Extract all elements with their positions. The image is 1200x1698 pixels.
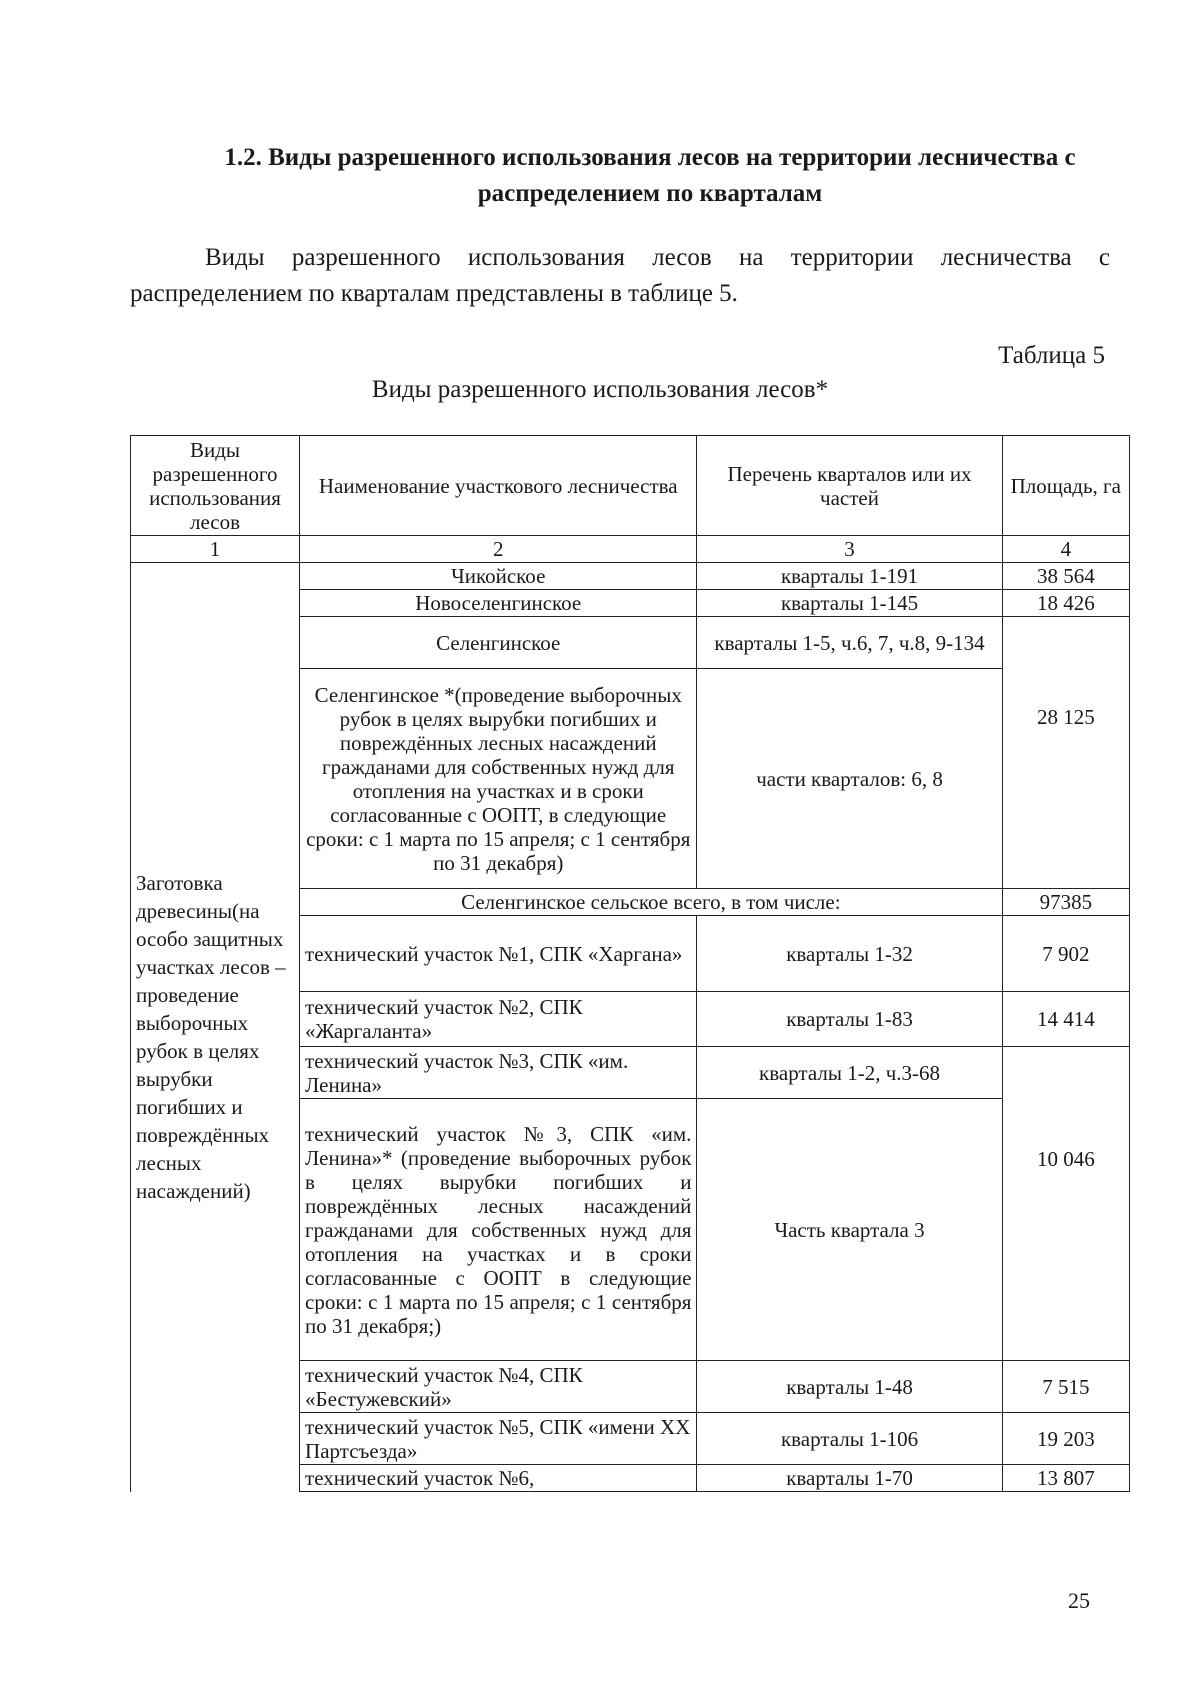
area-value: 28 125 — [1002, 617, 1129, 889]
quarters-list: кварталы 1-191 — [697, 563, 1002, 590]
quarters-list: Часть квартала 3 — [697, 1099, 1002, 1361]
column-number: 2 — [300, 536, 697, 563]
forest-use-table — [130, 435, 1130, 1492]
table-row — [131, 563, 1130, 590]
section-heading: 1.2. Виды разрешенного использования лесов на территории лесничества с распределением по кварталам — [224, 144, 1076, 207]
use-type-cell: Заготовка древесины(на особо защитных участках лесов – проведение выборочных рубок в целях вырубки погибших и повреждённых лесных насаждений) — [131, 563, 300, 1492]
forestry-name: технический участок №3, СПК «им. Ленина»* (проведение выборочных рубок в целях вырубки погибших и повреждённых лесных насаждений гражданами для собственных нужд для отопления на участках и в сроки согласованные с ООПТ в следующие сроки: с 1 марта по 15 апреля; с 1 сентября по 31 декабря;) — [300, 1099, 697, 1361]
column-number-row — [131, 536, 1130, 563]
area-value: 10 046 — [1002, 1047, 1129, 1361]
header-cell: Наименование участкового лесничества — [300, 436, 697, 536]
forestry-name: технический участок №6, — [300, 1465, 697, 1492]
quarters-list: кварталы 1-48 — [697, 1361, 1002, 1413]
column-number: 4 — [1002, 536, 1129, 563]
quarters-list: кварталы 1-2, ч.3-68 — [697, 1047, 1002, 1099]
quarters-list: кварталы 1-83 — [697, 992, 1002, 1047]
forestry-name: технический участок №2, СПК «Жаргаланта» — [300, 992, 697, 1047]
table-number: Таблица 5 — [998, 342, 1105, 369]
quarters-list: кварталы 1-70 — [697, 1465, 1002, 1492]
forestry-name: Селенгинское *(проведение выборочных рубок в целях вырубки погибших и повреждённых лесных насаждений гражданами для собственных нужд для отопления на участках и в сроки согласованные с ООПТ, в следующие сроки: с 1 марта по 15 апреля; с 1 сентября по 31 декабря) — [300, 669, 697, 889]
table-header-row — [131, 436, 1130, 536]
column-number: 3 — [697, 536, 1002, 563]
header-cell: Перечень кварталов или их частей — [697, 436, 1002, 536]
forestry-name: Чикойское — [300, 563, 697, 590]
page-number: 25 — [1068, 1588, 1090, 1613]
forestry-name: технический участок №1, СПК «Харгана» — [300, 916, 697, 992]
quarters-list: части кварталов: 6, 8 — [697, 669, 1002, 889]
header-cell: Виды разрешенного использования лесов — [131, 436, 300, 536]
area-value: 19 203 — [1002, 1413, 1129, 1465]
quarters-list: кварталы 1-5, ч.6, 7, ч.8, 9-134 — [697, 617, 1002, 669]
area-value: 38 564 — [1002, 563, 1129, 590]
intro-paragraph: Виды разрешенного использования лесов на территории лесничества с распределением по кварталам представлены в таблице 5. — [130, 244, 1110, 307]
area-value: 97385 — [1002, 889, 1129, 916]
forestry-name: технический участок №5, СПК «имени XX Партсъезда» — [300, 1413, 697, 1465]
forestry-name: Новоселенгинское — [300, 590, 697, 617]
area-value: 7 515 — [1002, 1361, 1129, 1413]
forestry-name: технический участок №3, СПК «им. Ленина» — [300, 1047, 697, 1099]
header-cell: Площадь, га — [1002, 436, 1129, 536]
forestry-subtotal-label: Селенгинское сельское всего, в том числе: — [300, 889, 1003, 916]
area-value: 14 414 — [1002, 992, 1129, 1047]
table-caption: Виды разрешенного использования лесов* — [371, 376, 829, 403]
quarters-list: кварталы 1-145 — [697, 590, 1002, 617]
forestry-name: Селенгинское — [300, 617, 697, 669]
quarters-list: кварталы 1-106 — [697, 1413, 1002, 1465]
area-value: 13 807 — [1002, 1465, 1129, 1492]
area-value: 7 902 — [1002, 916, 1129, 992]
quarters-list: кварталы 1-32 — [697, 916, 1002, 992]
forestry-name: технический участок №4, СПК «Бестужевский» — [300, 1361, 697, 1413]
area-value: 18 426 — [1002, 590, 1129, 617]
column-number: 1 — [131, 536, 300, 563]
